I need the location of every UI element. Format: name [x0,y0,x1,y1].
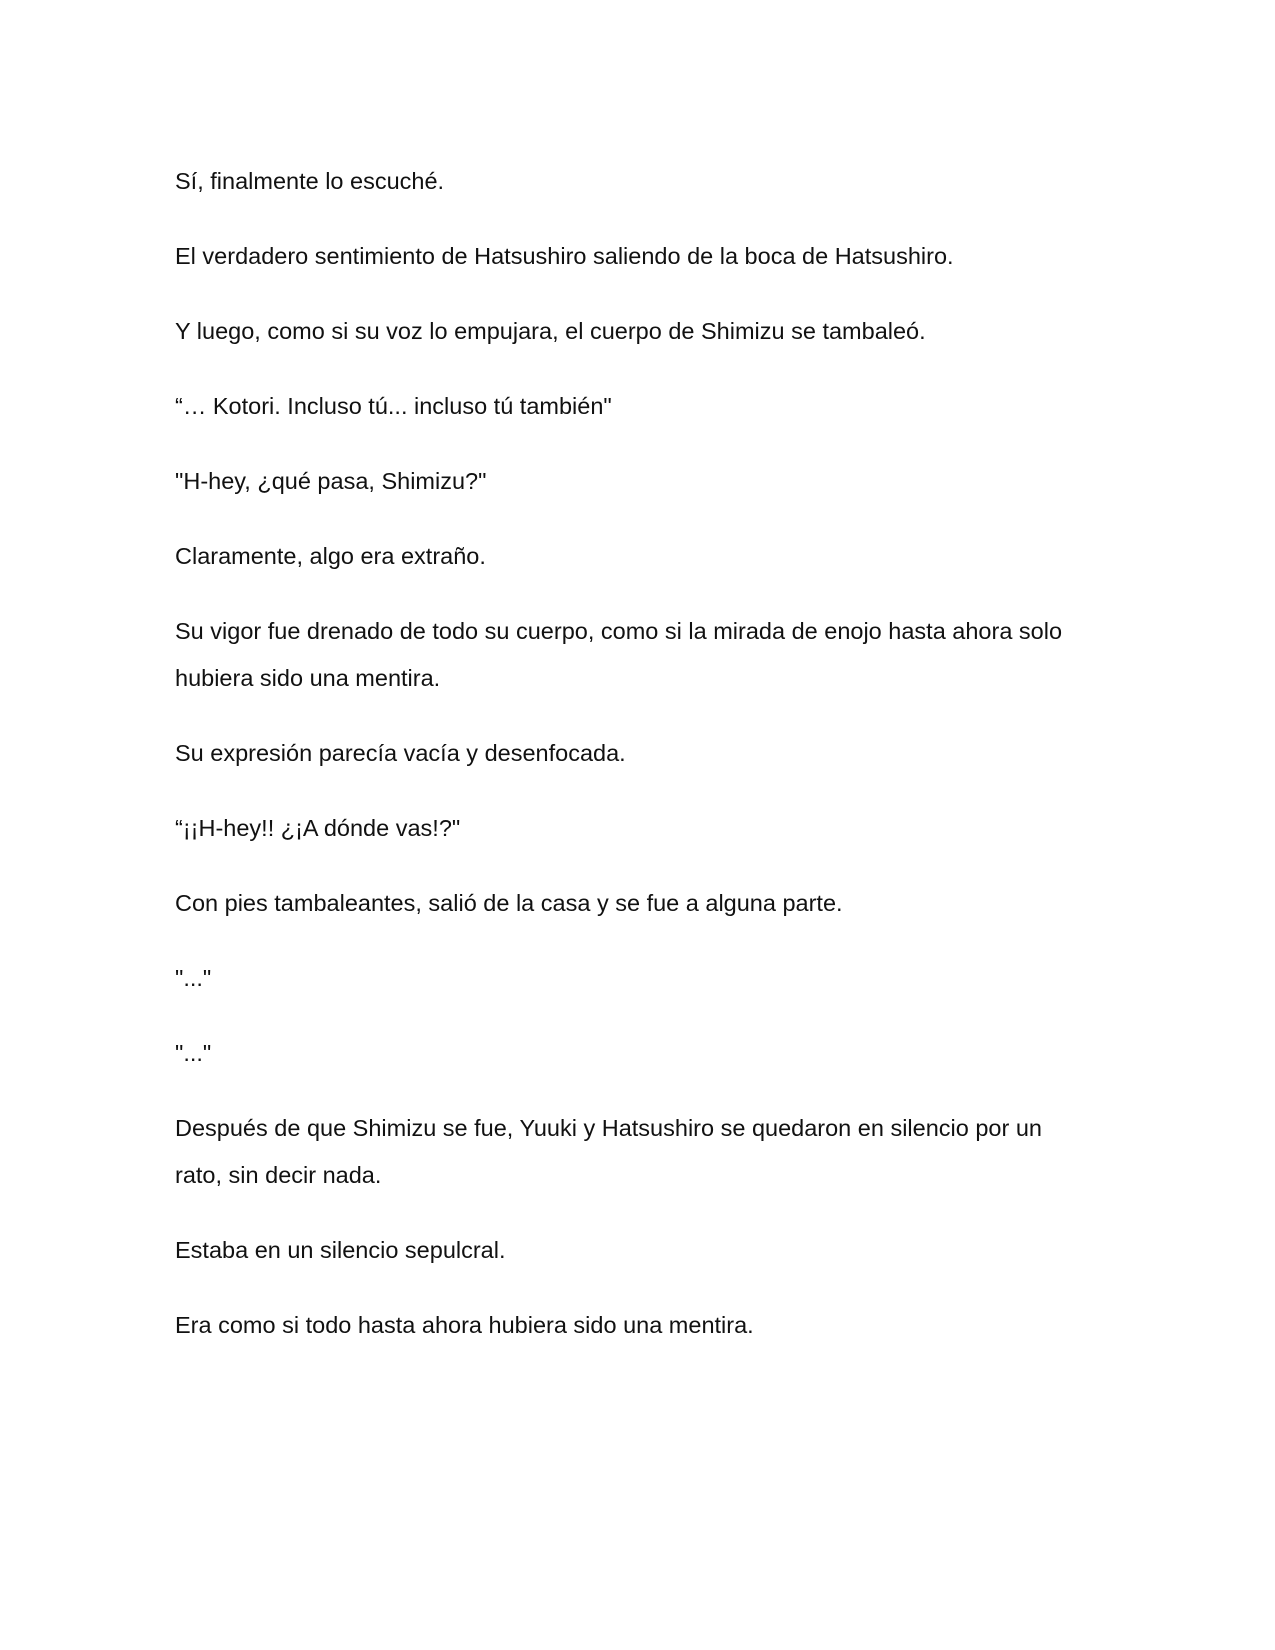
paragraph: "..." [175,1040,212,1066]
document-body [175,158,1075,1377]
paragraph: Y luego, como si su voz lo empujara, el cuerpo de Shimizu se tambaleó. [175,318,926,344]
paragraph: “… Kotori. Incluso tú... incluso tú también" [175,393,612,419]
paragraph: Después de que Shimizu se fue, Yuuki y Hatsushiro se quedaron en silencio por un rato, sin decir nada. [175,1115,1042,1188]
paragraph: "H-hey, ¿qué pasa, Shimizu?" [175,468,487,494]
paragraph: Estaba en un silencio sepulcral. [175,1237,506,1263]
paragraph: "..." [175,965,212,991]
paragraph: Su vigor fue drenado de todo su cuerpo, como si la mirada de enojo hasta ahora solo hubiera sido una mentira. [175,618,1063,691]
paragraph: Con pies tambaleantes, salió de la casa y se fue a alguna parte. [175,890,843,916]
paragraph: Su expresión parecía vacía y desenfocada. [175,740,626,766]
paragraph: “¡¡H-hey!! ¿¡A dónde vas!?" [175,815,461,841]
paragraph: Era como si todo hasta ahora hubiera sido una mentira. [175,1312,754,1338]
paragraph: Sí, finalmente lo escuché. [175,168,445,194]
paragraph: Claramente, algo era extraño. [175,543,486,569]
paragraph: El verdadero sentimiento de Hatsushiro saliendo de la boca de Hatsushiro. [175,243,954,269]
